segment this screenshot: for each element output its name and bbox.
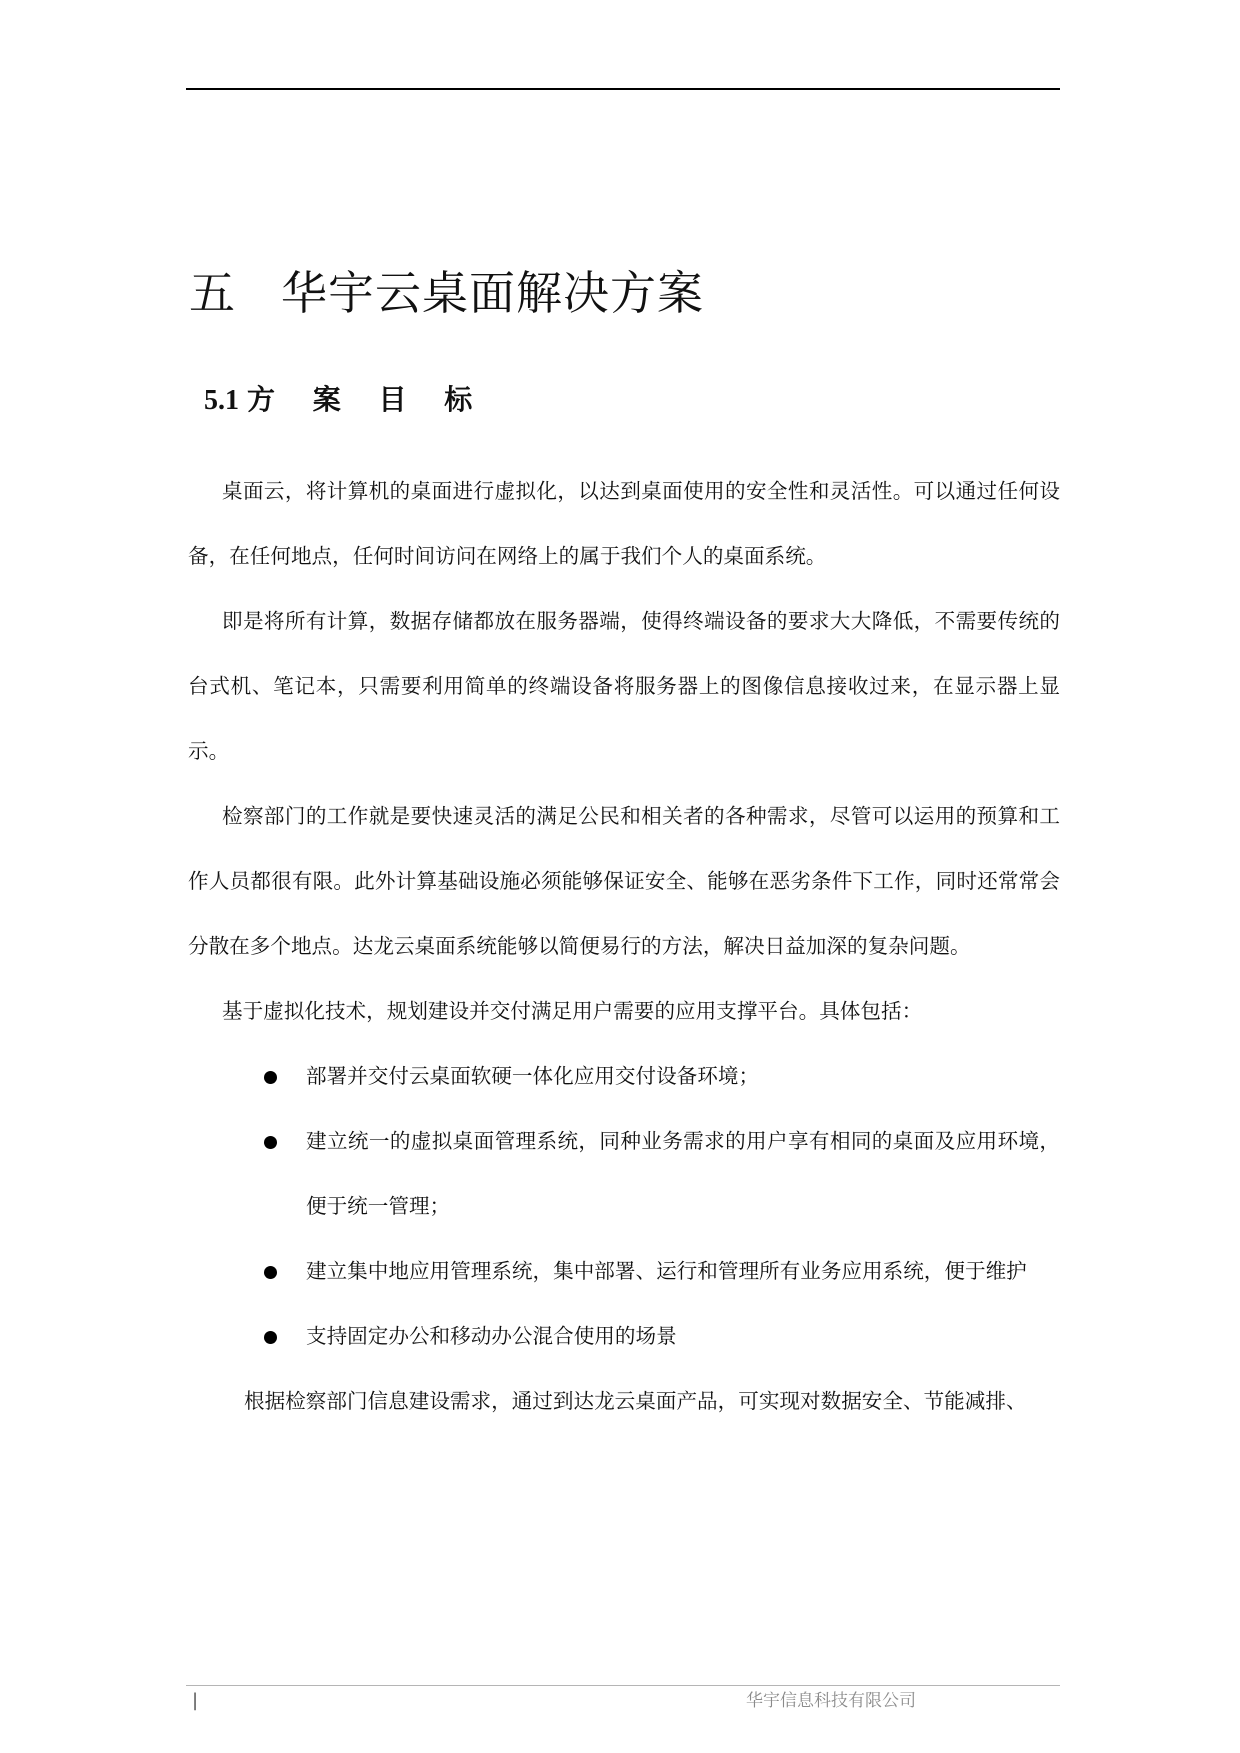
list-item	[188, 1239, 1060, 1304]
chapter-title-text: 华宇云桌面解决方案	[281, 266, 704, 320]
list-item-text: 部署并交付云桌面软硬一体化应用交付设备环境；	[306, 1064, 760, 1088]
list-item	[188, 1304, 1060, 1369]
section-title	[204, 380, 486, 421]
bullet-icon	[264, 1071, 277, 1084]
chapter-number: 五	[189, 266, 236, 320]
paragraph-3: 检察部门的工作就是要快速灵活的满足公民和相关者的各种需求，尽管可以运用的预算和工作人员都很有限。此外计算基础设施必须能够保证安全、能够在恶劣条件下工作，同时还常常会分散在多个地点。达龙云桌面系统能够以简便易行的方法，解决日益加深的复杂问题。	[188, 804, 1060, 958]
closing-paragraph: 根据检察部门信息建设需求，通过到达龙云桌面产品，可实现对数据安全、节能减排、	[244, 1389, 1027, 1413]
bullet-icon	[264, 1331, 277, 1344]
paragraph-2: 即是将所有计算，数据存储都放在服务器端，使得终端设备的要求大大降低，不需要传统的台式机、笔记本，只需要利用简单的终端设备将服务器上的图像信息接收过来，在显示器上显示。	[188, 609, 1060, 763]
footer-page-marker: |	[192, 1690, 199, 1711]
bullet-icon	[264, 1266, 277, 1279]
section-number: 5.1	[204, 385, 239, 416]
list-item	[188, 1109, 1060, 1239]
paragraph-1: 桌面云，将计算机的桌面进行虚拟化，以达到桌面使用的安全性和灵活性。可以通过任何设备，在任何地点，任何时间访问在网络上的属于我们个人的桌面系统。	[188, 479, 1060, 568]
paragraph-4: 基于虚拟化技术，规划建设并交付满足用户需要的应用支撑平台。具体包括：	[222, 999, 923, 1023]
footer-company-name: 华宇信息科技有限公司	[746, 1691, 916, 1711]
document-body	[188, 459, 1060, 1434]
section-title-text: 方 案 目 标	[247, 383, 487, 416]
list-item-text: 支持固定办公和移动办公混合使用的场景	[306, 1324, 677, 1348]
list-item-text: 建立集中地应用管理系统，集中部署、运行和管理所有业务应用系统，便于维护	[306, 1259, 1027, 1283]
footer-rule	[186, 1685, 1060, 1686]
chapter-title	[189, 262, 704, 324]
list-item-text: 建立统一的虚拟桌面管理系统，同种业务需求的用户享有相同的桌面及应用环境，便于统一管理；	[306, 1129, 1060, 1218]
list-item	[188, 1044, 1060, 1109]
goal-list	[188, 1044, 1060, 1369]
header-rule	[186, 88, 1060, 90]
bullet-icon	[264, 1136, 277, 1149]
